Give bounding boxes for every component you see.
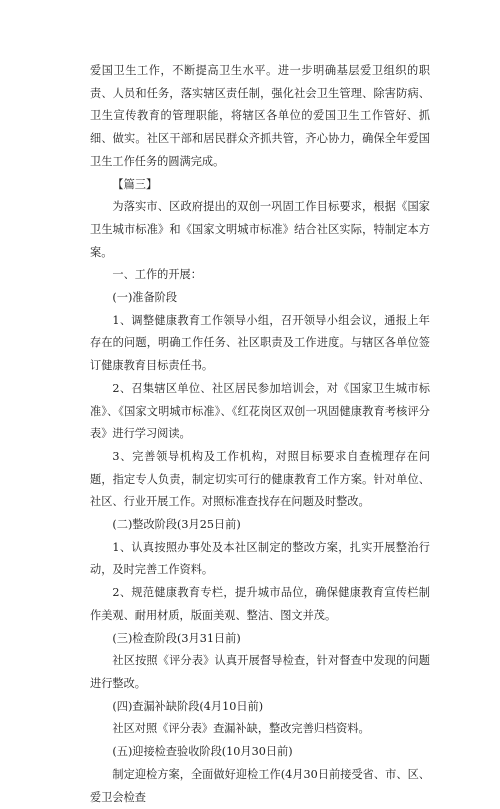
heading-rectification-stage: (二)整改阶段(3月25日前) [112,518,241,532]
paragraph-intro: 为落实市、区政府提出的双创一巩固工作目标要求，根据《国家卫生城市标准》和《国家文明城市标准》结合社区实际，特制定本方案。 [90,200,430,259]
paragraph-prep-item-2: 2、召集辖区单位、社区居民参加培训会，对《国家卫生城市标准》、《国家文明城市标准》、《红花岗区双创一巩固健康教育考核评分表》进行学习阅读。 [90,381,430,441]
paragraph-rect-item-2: 2、规范健康教育专栏，提升城市品位，确保健康教育宣传栏制作美观、耐用材质，版面美观、整洁、图文并茂。 [90,586,430,622]
paragraph-prep-item-1: 1、调整健康教育工作领导小组，召开领导小组会议，通报上年存在的问题，明确工作任务、社区职责及工作进度。与辖区各单位签订健康教育目标责任书。 [90,313,430,373]
section-heading-pian-san: 【篇三】 [112,177,158,191]
heading-gap-filling-stage: (四)查漏补缺阶段(4月10日前) [112,699,264,713]
paragraph-prep-item-3: 3、完善领导机构及工作机构，对照目标要求自查梳理存在问题，指定专人负责，制定切实可行的健康教育工作方案。针对单位、社区、行业开展工作。对照标准查找存在问题及时整改。 [90,449,430,509]
paragraph-inspection: 社区按照《评分表》认真开展督导检查，针对督查中发现的问题进行整改。 [90,654,430,690]
paragraph-rect-item-1: 1、认真按照办事处及本社区制定的整改方案，扎实开展整治行动，及时完善工作资料。 [90,540,430,577]
paragraph-gap-filling: 社区对照《评分表》查漏补缺，整改完善归档资料。 [112,722,370,736]
paragraph-1: 爱国卫生工作，不断提高卫生水平。进一步明确基层爱卫组织的职责、人员和任务，落实辖区责任制，强化社会卫生管理、除害防病、卫生宣传教育的管理职能，将辖区各单位的爱国卫生工作管好、抓细、做实。社区干部和居民群众齐抓共管，齐心协力，确保全年爱国卫生工作任务的圆满完成。 [90,64,430,168]
heading-acceptance-stage: (五)迎接检查验收阶段(10月30日前) [112,745,293,759]
heading-inspection-stage: (三)检查阶段(3月31日前) [112,631,241,645]
paragraph-acceptance: 制定迎检方案，全面做好迎检工作(4月30日前接受省、市、区、爱卫会检查 [90,767,430,804]
heading-work-development: 一、工作的开展： [112,268,202,282]
heading-preparation-stage: (一)准备阶段 [112,291,178,305]
